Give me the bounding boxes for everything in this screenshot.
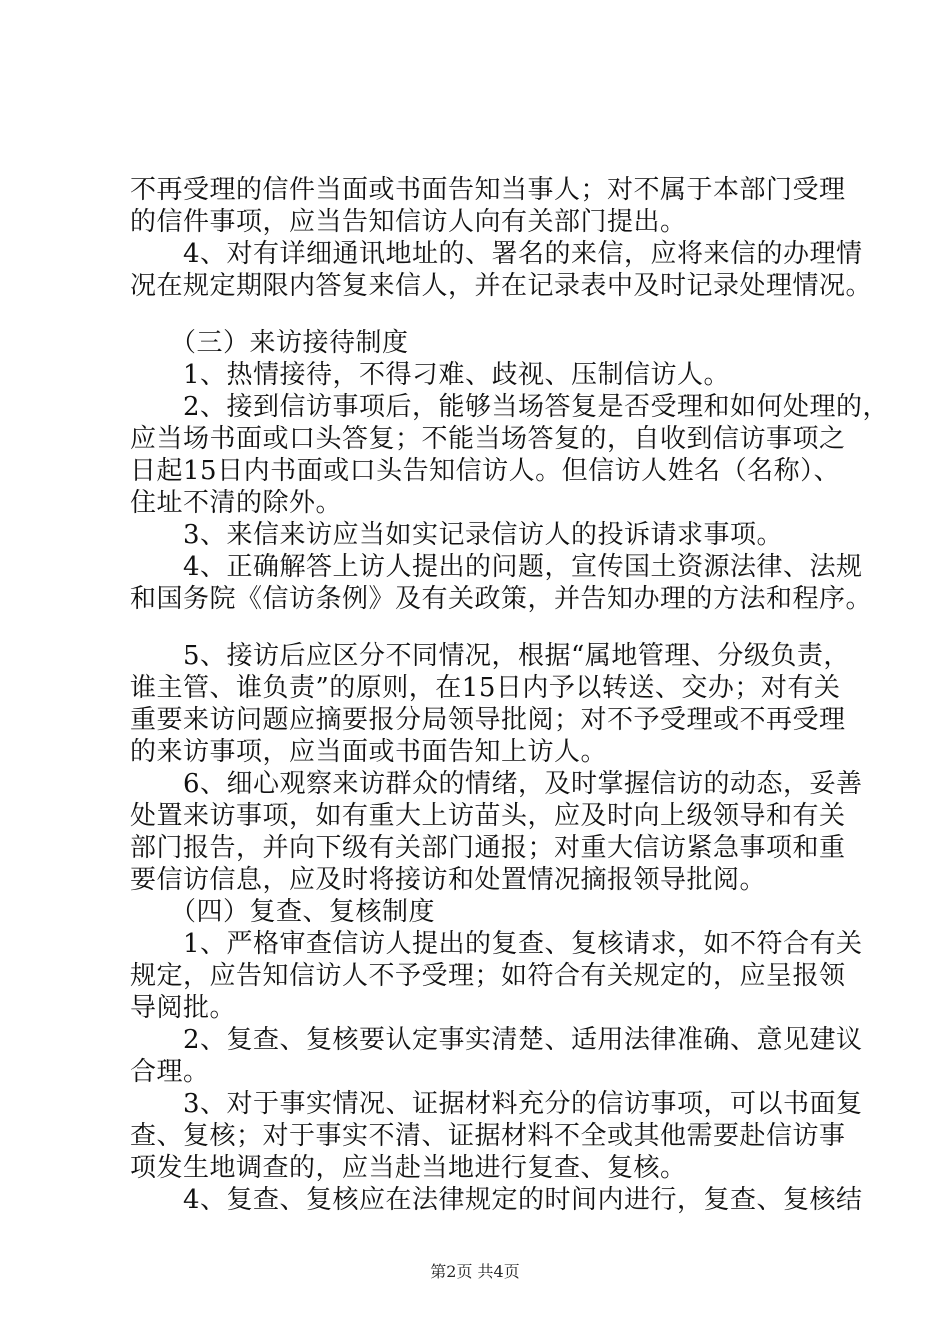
text-line: 4、正确解答上访人提出的问题，宣传国土资源法律、法规 [130, 552, 863, 582]
text-line: 日起15日内书面或口头告知信访人。但信访人姓名（名称）、 [130, 456, 841, 486]
text-line: 3、对于事实情况、证据材料充分的信访事项，可以书面复 [130, 1089, 863, 1119]
text-line: 况在规定期限内答复来信人，并在记录表中及时记录处理情况。 [130, 271, 873, 301]
section-heading: （四）复查、复核制度 [130, 897, 436, 927]
text-line: 重要来访问题应摘要报分局领导批阅；对不予受理或不再受理 [130, 705, 846, 735]
text-line: 4、对有详细通讯地址的、署名的来信，应将来信的办理情 [130, 239, 863, 269]
text-line: 处置来访事项，如有重大上访苗头，应及时向上级领导和有关 [130, 801, 846, 831]
text-line: 1、严格审查信访人提出的复查、复核请求，如不符合有关 [130, 929, 863, 959]
text-line: 5、接访后应区分不同情况，根据“属地管理、分级负责， [130, 641, 850, 671]
text-line: 1、热情接待，不得刁难、歧视、压制信访人。 [130, 360, 731, 390]
text-line: 4、复查、复核应在法律规定的时间内进行，复查、复核结 [130, 1185, 863, 1215]
text-line: 要信访信息，应及时将接访和处置情况摘报领导批阅。 [130, 865, 767, 895]
text-line: 和国务院《信访条例》及有关政策，并告知办理的方法和程序。 [130, 584, 873, 614]
text-line: 应当场书面或口头答复；不能当场答复的，自收到信访事项之 [130, 424, 846, 454]
text-line: 项发生地调查的，应当赴当地进行复查、复核。 [130, 1153, 687, 1183]
text-line: 住址不清的除外。 [130, 488, 343, 518]
text-line: 规定，应告知信访人不予受理；如符合有关规定的，应呈报领 [130, 961, 846, 991]
text-line: 谁主管、谁负责”的原则，在15日内予以转送、交办；对有关 [130, 673, 841, 703]
section-heading: （三）来访接待制度 [130, 328, 409, 358]
text-line: 导阅批。 [130, 993, 237, 1023]
text-line: 部门报告，并向下级有关部门通报；对重大信访紧急事项和重 [130, 833, 846, 863]
text-line: 不再受理的信件当面或书面告知当事人；对不属于本部门受理 [130, 175, 846, 205]
text-line: 6、细心观察来访群众的情绪，及时掌握信访的动态，妥善 [130, 769, 863, 799]
text-line: 的信件事项，应当告知信访人向有关部门提出。 [130, 207, 687, 237]
text-line: 的来访事项，应当面或书面告知上访人。 [130, 737, 608, 767]
page-footer: 第2页 共4页 [430, 1262, 520, 1281]
text-line: 查、复核；对于事实不清、证据材料不全或其他需要赴信访事 [130, 1121, 846, 1151]
text-line: 3、来信来访应当如实记录信访人的投诉请求事项。 [130, 520, 784, 550]
text-line: 合理。 [130, 1057, 210, 1087]
text-line: 2、复查、复核要认定事实清楚、适用法律准确、意见建议 [130, 1025, 863, 1055]
text-line: 2、接到信访事项后，能够当场答复是否受理和如何处理的， [130, 392, 890, 422]
